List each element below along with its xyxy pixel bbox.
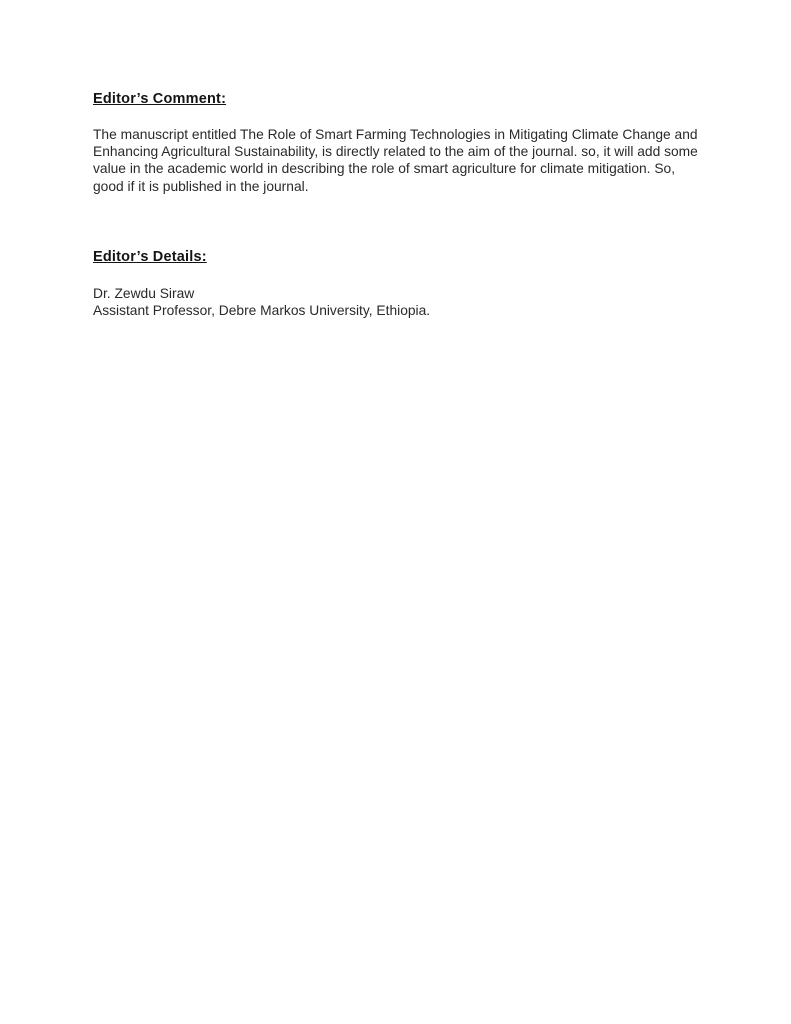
editor-details-section xyxy=(93,249,701,319)
editor-name-line: Dr. Zewdu Siraw xyxy=(93,285,195,301)
editor-details-heading: Editor’s Details: xyxy=(93,248,207,265)
editor-comment-body: The manuscript entitled The Role of Smart Farming Technologies in Mitigating Climate Change and Enhancing Agricultural Sustainability, is directly related to the aim of the journal. so, it will add some value in the academic world in describing the role of smart agriculture for climate mitigation. So, good if it is published in the journal. xyxy=(93,127,698,194)
editor-comment-section xyxy=(93,91,701,195)
editor-affiliation-line: Assistant Professor, Debre Markos University, Ethiopia. xyxy=(93,303,431,319)
editor-details-lines xyxy=(93,285,701,319)
editor-comment-heading: Editor’s Comment: xyxy=(93,91,227,107)
